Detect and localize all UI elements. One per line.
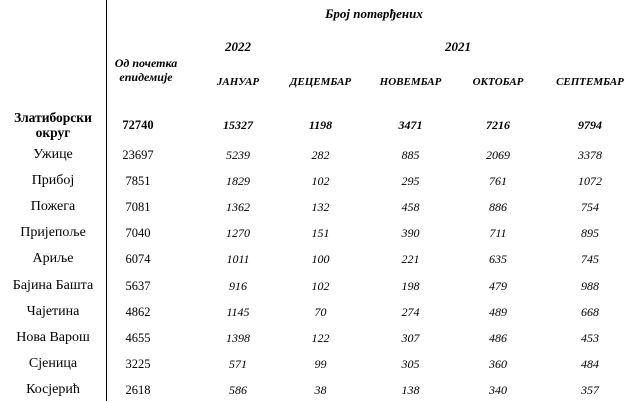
cell-november: 274: [401, 304, 420, 319]
total-row: [0, 110, 640, 140]
cell-january: 586: [229, 382, 247, 397]
cell-january: 1145: [226, 304, 250, 319]
cell-september: 357: [581, 382, 599, 397]
cell-since-start: 4655: [125, 330, 151, 345]
table-row: [0, 274, 640, 298]
cell-december: 99: [314, 356, 327, 371]
cell-september: 745: [581, 252, 599, 267]
table-row: [0, 378, 640, 402]
municipality-name: Пожега: [30, 199, 76, 215]
cell-december: 100: [311, 252, 330, 267]
cell-january: 1398: [226, 330, 250, 345]
cell-january: 1362: [226, 200, 250, 215]
cell-october: 886: [489, 200, 507, 215]
table-row: [0, 169, 640, 193]
municipality-name: Чајетина: [26, 303, 80, 319]
cell-november: 295: [401, 174, 420, 189]
cell-january: 1011: [226, 252, 250, 267]
cell-november: 221: [401, 252, 420, 267]
cell-since-start: 3225: [125, 356, 151, 371]
cell-december: 1198: [308, 118, 333, 132]
table-row: [0, 221, 640, 245]
cell-september: 484: [581, 356, 599, 371]
cell-december: 102: [311, 278, 330, 293]
cell-september: 9794: [578, 118, 602, 132]
cell-since-start: 7851: [125, 174, 151, 189]
cell-october: 479: [489, 278, 507, 293]
table-row: [0, 326, 640, 350]
cell-december: 70: [314, 304, 327, 319]
cell-since-start: 6074: [125, 252, 151, 267]
cell-january: 1270: [226, 226, 250, 241]
cell-september: 988: [581, 278, 599, 293]
table-row: [0, 300, 640, 324]
cell-december: 282: [311, 148, 330, 162]
cell-october: 7216: [486, 118, 510, 132]
col-header-october: ОКТОБАР: [472, 76, 524, 88]
table-row: [0, 247, 640, 271]
cell-december: 151: [311, 226, 330, 241]
municipality-name: Сјеница: [28, 355, 78, 371]
col-header-november: НОВЕМБАР: [379, 76, 442, 88]
cell-january: 15327: [223, 118, 253, 132]
cell-september: 453: [581, 330, 599, 345]
cell-november: 3471: [398, 118, 423, 132]
cell-november: 458: [401, 200, 420, 215]
cell-october: 486: [489, 330, 507, 345]
cell-october: 489: [489, 304, 507, 319]
cell-november: 305: [401, 356, 420, 371]
cell-december: 102: [311, 174, 330, 189]
cell-november: 390: [401, 226, 420, 241]
cell-since-start: 7040: [125, 226, 151, 241]
municipality-name: Бајина Башта: [12, 277, 94, 293]
cell-since-start: 5637: [125, 278, 151, 293]
cell-january: 1829: [226, 174, 250, 189]
cell-october: 360: [489, 356, 507, 371]
cell-december: 132: [311, 200, 330, 215]
cell-december: 38: [314, 382, 327, 397]
table-row: [0, 352, 640, 376]
cell-since-start: 23697: [122, 148, 154, 162]
region-name: Златиборски округ: [14, 110, 92, 140]
cell-since-start: 72740: [122, 118, 154, 132]
cell-november: 138: [401, 382, 420, 397]
cell-september: 754: [581, 200, 599, 215]
municipality-name: Нова Варош: [16, 329, 90, 345]
cell-december: 122: [311, 330, 330, 345]
cell-since-start: 7081: [125, 200, 151, 215]
cell-november: 885: [401, 148, 420, 162]
col-header-september: СЕПТЕМБАР: [556, 76, 624, 88]
table-row: [0, 143, 640, 167]
col-header-since-start: Од почетка епидемије: [114, 56, 178, 84]
municipality-name: Ужице: [33, 147, 73, 162]
cell-september: 1072: [578, 174, 602, 189]
cell-september: 895: [581, 226, 599, 241]
cell-september: 3378: [578, 148, 602, 162]
year-2021-header: 2021: [445, 39, 471, 54]
cell-november: 198: [401, 278, 420, 293]
cell-october: 711: [489, 226, 507, 241]
cell-october: 635: [489, 252, 507, 267]
cell-since-start: 4862: [125, 304, 151, 319]
col-header-january: ЈАНУАР: [216, 76, 260, 88]
cell-october: 340: [489, 382, 507, 397]
cell-january: 571: [229, 356, 247, 371]
municipality-name: Ариље: [32, 251, 74, 267]
col-header-december: ДЕЦЕМБАР: [289, 76, 352, 88]
municipality-name: Пријепоље: [20, 225, 86, 241]
cell-january: 5239: [226, 148, 250, 162]
cell-september: 668: [581, 304, 599, 319]
municipality-name: Прибој: [31, 173, 75, 189]
table-title: Број потврђених: [325, 6, 423, 21]
municipality-name: Косјерић: [26, 381, 80, 397]
table-row: [0, 195, 640, 219]
cell-january: 916: [229, 278, 247, 293]
cell-since-start: 2618: [125, 382, 151, 397]
cell-october: 2069: [486, 148, 510, 162]
cell-november: 307: [401, 330, 420, 345]
cell-october: 761: [489, 174, 507, 189]
year-2022-header: 2022: [225, 39, 251, 54]
